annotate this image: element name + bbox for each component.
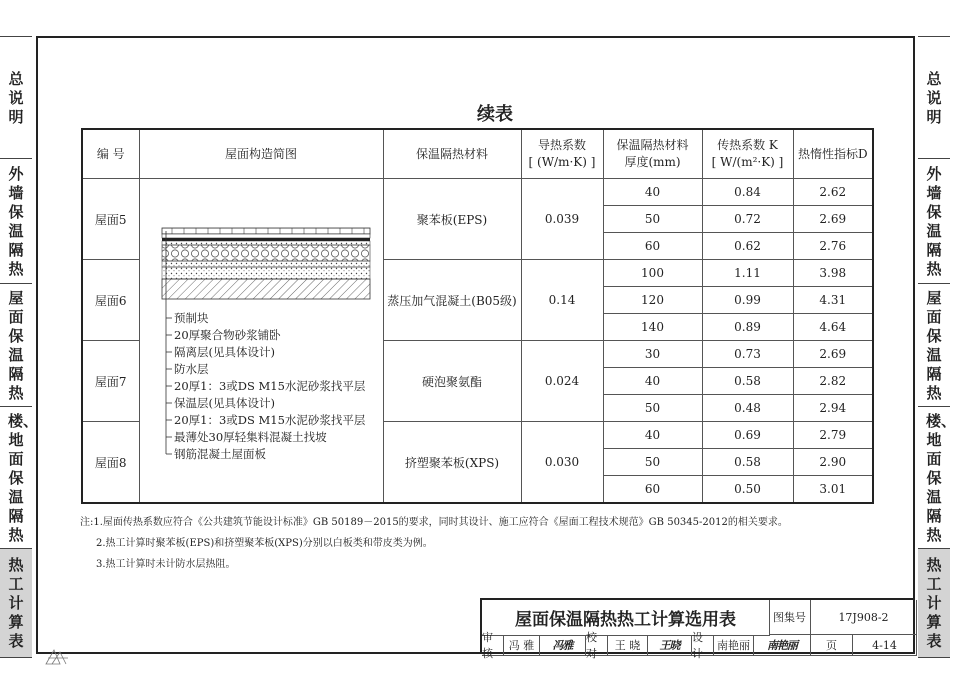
d-cell: 3.01 (793, 476, 873, 504)
layer-label: 20厚1：3或DS M15水泥砂浆找平层 (174, 379, 366, 393)
design-label: 设计 (692, 635, 714, 656)
k-cell: 0.89 (702, 314, 793, 341)
header-conductivity: 导热系数 [ (W/m·K) ] (521, 129, 603, 179)
d-cell: 2.90 (793, 449, 873, 476)
d-cell: 2.69 (793, 341, 873, 368)
right-tab-exterior-wall[interactable]: 外墙保温隔热 (918, 158, 950, 284)
note-3: 3.热工计算时未计防水层热阻。 (96, 559, 236, 570)
table-row (82, 179, 873, 206)
roof-no: 屋面8 (82, 422, 139, 504)
layer-label: 防水层 (174, 362, 209, 376)
layer-label: 20厚聚合物砂浆铺卧 (174, 328, 281, 342)
header-k: 传热系数 K [ W/(m²·K) ] (702, 129, 793, 179)
layer-mortar (162, 234, 370, 238)
note-2: 2.热工计算时聚苯板(EPS)和挤塑聚苯板(XPS)分别以白板类和带皮类为例。 (96, 538, 433, 549)
k-cell: 0.58 (702, 449, 793, 476)
header-d: 热惰性指标D (793, 129, 873, 179)
d-cell: 2.79 (793, 422, 873, 449)
header-thickness: 保温隔热材料 厚度(mm) (603, 129, 702, 179)
k-cell: 0.84 (702, 179, 793, 206)
conductivity-cell: 0.024 (521, 341, 603, 422)
layer-rc-slab (162, 279, 370, 299)
k-cell: 1.11 (702, 260, 793, 287)
thickness-cell: 50 (603, 395, 702, 422)
k-cell: 0.50 (702, 476, 793, 504)
roof-section-sketch (160, 222, 375, 472)
designer-signature: 南艳丽 (754, 635, 811, 656)
material-cell: 硬泡聚氨酯 (383, 341, 521, 422)
layer-label: 保温层(见具体设计) (174, 396, 275, 410)
note-1: 注:1.屋面传热系数应符合《公共建筑节能设计标准》GB 50189－2015的要求，同时其设计、施工应符合《屋面工程技术规范》GB 50345-2012的相关要求。 (80, 517, 788, 528)
layer-label: 预制块 (174, 311, 209, 325)
designer-name: 南艳丽 (714, 635, 754, 656)
left-tab-roof[interactable]: 屋面保温隔热 (0, 283, 32, 407)
material-cell: 蒸压加气混凝土(B05级) (383, 260, 521, 341)
roof-no: 屋面6 (82, 260, 139, 341)
layer-label: 钢筋混凝土屋面板 (174, 447, 266, 461)
d-cell: 2.69 (793, 206, 873, 233)
page-number: 4-14 (853, 635, 917, 656)
k-cell: 0.72 (702, 206, 793, 233)
k-cell: 0.62 (702, 233, 793, 260)
review-label: 审核 (482, 635, 504, 656)
thickness-cell: 40 (603, 422, 702, 449)
roof-no: 屋面7 (82, 341, 139, 422)
right-chapter-tabs (918, 36, 956, 656)
layer-precast-block (162, 228, 370, 234)
reviewer-signature: 冯雅 (540, 635, 586, 656)
table-header-row (82, 129, 873, 179)
notes (80, 512, 788, 575)
thickness-cell: 50 (603, 449, 702, 476)
page-label: 页 (811, 635, 853, 656)
thickness-cell: 40 (603, 179, 702, 206)
layer-isolation (162, 238, 370, 241)
right-tab-floor[interactable]: 楼、地面保温隔热 (918, 406, 950, 549)
thickness-cell: 30 (603, 341, 702, 368)
thickness-cell: 60 (603, 476, 702, 504)
checker-name: 王 晓 (608, 635, 648, 656)
d-cell: 2.76 (793, 233, 873, 260)
right-tab-thermal-calc[interactable]: 热工计算表 (918, 548, 950, 658)
d-cell: 4.64 (793, 314, 873, 341)
thickness-cell: 60 (603, 233, 702, 260)
conductivity-cell: 0.14 (521, 260, 603, 341)
left-tab-exterior-wall[interactable]: 外墙保温隔热 (0, 158, 32, 284)
check-label: 校对 (586, 635, 608, 656)
right-tab-general[interactable]: 总说明 (918, 36, 950, 159)
layer-label: 隔离层(见具体设计) (174, 345, 275, 359)
title-block (480, 598, 915, 660)
header-sketch: 屋面构造简图 (139, 129, 383, 179)
k-cell: 0.73 (702, 341, 793, 368)
sheet-title: 屋面保温隔热热工计算选用表 (482, 600, 770, 636)
d-cell: 2.94 (793, 395, 873, 422)
right-tab-roof[interactable]: 屋面保温隔热 (918, 283, 950, 407)
layer-label: 最薄处30厚轻集料混凝土找坡 (174, 430, 327, 444)
layer-waterproof (162, 241, 370, 245)
thickness-cell: 100 (603, 260, 702, 287)
header-material: 保温隔热材料 (383, 129, 521, 179)
roof-no: 屋面5 (82, 179, 139, 260)
thickness-cell: 120 (603, 287, 702, 314)
thickness-cell: 140 (603, 314, 702, 341)
thickness-cell: 40 (603, 368, 702, 395)
k-cell: 0.48 (702, 395, 793, 422)
conductivity-cell: 0.039 (521, 179, 603, 260)
left-tab-general[interactable]: 总说明 (0, 36, 32, 159)
layer-insulation (162, 245, 370, 261)
layer-lightweight-concrete (162, 267, 370, 279)
d-cell: 2.82 (793, 368, 873, 395)
d-cell: 4.31 (793, 287, 873, 314)
d-cell: 3.98 (793, 260, 873, 287)
reviewer-name: 冯 雅 (504, 635, 540, 656)
thickness-cell: 50 (603, 206, 702, 233)
checker-signature: 王晓 (648, 635, 692, 656)
k-cell: 0.69 (702, 422, 793, 449)
conductivity-cell: 0.030 (521, 422, 603, 504)
d-cell: 2.62 (793, 179, 873, 206)
layer-label: 20厚1：3或DS M15水泥砂浆找平层 (174, 413, 366, 427)
k-cell: 0.99 (702, 287, 793, 314)
layer-screed (162, 261, 370, 267)
atlas-number: 17J908-2 (811, 600, 917, 635)
page-title: 续表 (477, 104, 513, 125)
material-cell: 挤塑聚苯板(XPS) (383, 422, 521, 504)
left-tab-thermal-calc[interactable]: 热工计算表 (0, 548, 32, 658)
material-cell: 聚苯板(EPS) (383, 179, 521, 260)
corner-mark-icon (44, 646, 72, 668)
header-no: 编 号 (82, 129, 139, 179)
k-cell: 0.58 (702, 368, 793, 395)
left-tab-floor[interactable]: 楼、地面保温隔热 (0, 406, 32, 549)
left-chapter-tabs (0, 36, 39, 656)
atlas-label: 图集号 (769, 600, 811, 635)
